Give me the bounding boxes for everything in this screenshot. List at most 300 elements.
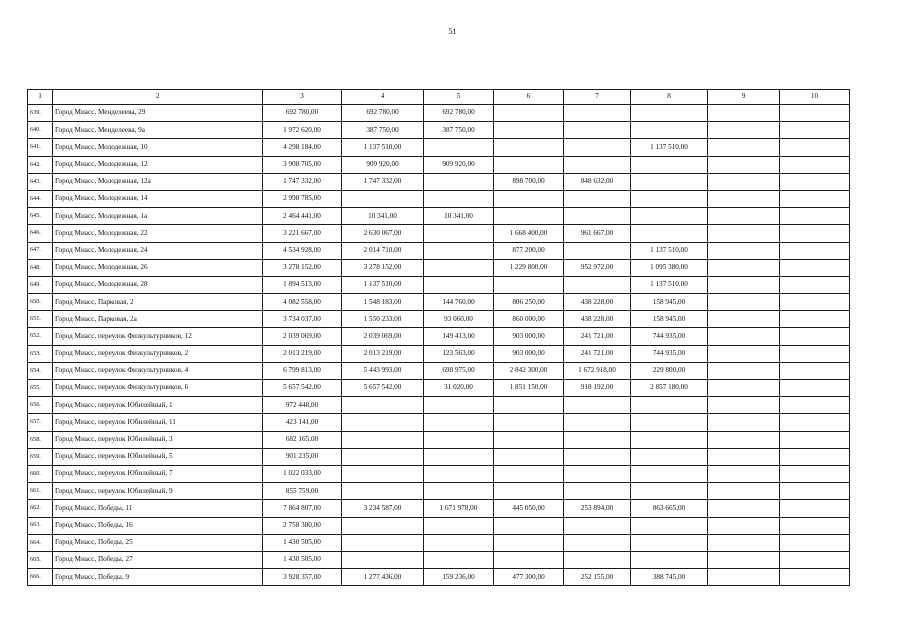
value-cell bbox=[780, 551, 850, 568]
address-cell: Город Миасс, Парковая, 2а bbox=[53, 311, 263, 328]
row-number-cell: 655. bbox=[28, 380, 53, 397]
value-cell: 1 137 510,00 bbox=[342, 276, 424, 293]
value-cell: 806 250,00 bbox=[494, 294, 564, 311]
value-cell: 388 745,00 bbox=[631, 569, 708, 586]
value-cell bbox=[424, 414, 494, 431]
value-cell: 5 657 542,00 bbox=[342, 380, 424, 397]
value-cell bbox=[564, 276, 631, 293]
value-cell: 477 300,00 bbox=[494, 569, 564, 586]
value-cell bbox=[424, 259, 494, 276]
value-cell bbox=[631, 414, 708, 431]
row-number-cell: 639. bbox=[28, 105, 53, 122]
value-cell: 855 759,00 bbox=[263, 483, 342, 500]
value-cell: 241 721,00 bbox=[564, 345, 631, 362]
value-cell: 909 920,00 bbox=[342, 156, 424, 173]
row-number-cell: 661. bbox=[28, 483, 53, 500]
row-number-cell: 653. bbox=[28, 345, 53, 362]
table-row bbox=[28, 294, 850, 311]
table-row bbox=[28, 156, 850, 173]
row-number-cell: 659. bbox=[28, 448, 53, 465]
row-number-cell: 647. bbox=[28, 242, 53, 259]
value-cell: 3 221 667,00 bbox=[263, 225, 342, 242]
address-cell: Город Миасс, Молодежная, 10 bbox=[53, 139, 263, 156]
value-cell bbox=[424, 551, 494, 568]
row-number-cell: 666. bbox=[28, 569, 53, 586]
value-cell: 438 228,00 bbox=[564, 311, 631, 328]
address-cell: Город Миасс, переулок Юбилейный, 1 bbox=[53, 397, 263, 414]
value-cell bbox=[708, 397, 780, 414]
value-cell bbox=[424, 173, 494, 190]
value-cell bbox=[780, 328, 850, 345]
value-cell: 149 413,00 bbox=[424, 328, 494, 345]
value-cell bbox=[494, 397, 564, 414]
address-cell: Город Миасс, Молодежная, 14 bbox=[53, 190, 263, 207]
value-cell bbox=[342, 190, 424, 207]
value-cell bbox=[564, 105, 631, 122]
value-cell: 4 298 184,00 bbox=[263, 139, 342, 156]
value-cell bbox=[780, 500, 850, 517]
value-cell bbox=[708, 242, 780, 259]
value-cell bbox=[564, 551, 631, 568]
value-cell bbox=[708, 328, 780, 345]
value-cell bbox=[494, 156, 564, 173]
value-cell: 692 780,00 bbox=[263, 105, 342, 122]
row-number-cell: 657. bbox=[28, 414, 53, 431]
value-cell: 241 721,00 bbox=[564, 328, 631, 345]
value-cell: 909 920,00 bbox=[424, 156, 494, 173]
value-cell bbox=[780, 483, 850, 500]
value-cell bbox=[342, 517, 424, 534]
value-cell bbox=[424, 448, 494, 465]
column-header: 5 bbox=[424, 90, 494, 105]
value-cell bbox=[708, 139, 780, 156]
value-cell bbox=[631, 397, 708, 414]
value-cell bbox=[631, 190, 708, 207]
table-row bbox=[28, 534, 850, 551]
value-cell bbox=[780, 259, 850, 276]
value-cell bbox=[780, 345, 850, 362]
value-cell bbox=[631, 448, 708, 465]
column-header: 6 bbox=[494, 90, 564, 105]
value-cell: 961 667,00 bbox=[564, 225, 631, 242]
address-cell: Город Миасс, переулок Юбилейный, 5 bbox=[53, 448, 263, 465]
value-cell bbox=[708, 225, 780, 242]
value-cell: 744 935,00 bbox=[631, 328, 708, 345]
value-cell: 7 864 807,00 bbox=[263, 500, 342, 517]
value-cell bbox=[564, 208, 631, 225]
value-cell: 2 630 067,00 bbox=[342, 225, 424, 242]
table-row bbox=[28, 276, 850, 293]
row-number-cell: 649. bbox=[28, 276, 53, 293]
page-number: 51 bbox=[448, 27, 457, 36]
value-cell: 445 050,00 bbox=[494, 500, 564, 517]
column-header: 3 bbox=[263, 90, 342, 105]
value-cell bbox=[780, 414, 850, 431]
value-cell bbox=[708, 465, 780, 482]
address-cell: Город Миасс, Победы, 11 bbox=[53, 500, 263, 517]
value-cell bbox=[708, 190, 780, 207]
table-row bbox=[28, 259, 850, 276]
address-cell: Город Миасс, Менделеева, 29 bbox=[53, 105, 263, 122]
value-cell: 2 014 710,00 bbox=[342, 242, 424, 259]
value-cell bbox=[780, 431, 850, 448]
row-number-cell: 656. bbox=[28, 397, 53, 414]
value-cell: 698 975,00 bbox=[424, 362, 494, 379]
value-cell: 10 341,00 bbox=[424, 208, 494, 225]
address-cell: Город Миасс, переулок Физкультурников, 2 bbox=[53, 345, 263, 362]
value-cell: 2 842 300,00 bbox=[494, 362, 564, 379]
row-number-cell: 640. bbox=[28, 122, 53, 139]
value-cell: 1 747 332,00 bbox=[342, 173, 424, 190]
value-cell bbox=[494, 517, 564, 534]
row-number-cell: 641. bbox=[28, 139, 53, 156]
value-cell bbox=[780, 156, 850, 173]
table-row bbox=[28, 328, 850, 345]
value-cell: 3 908 705,00 bbox=[263, 156, 342, 173]
value-cell bbox=[342, 534, 424, 551]
row-number-cell: 648. bbox=[28, 259, 53, 276]
value-cell bbox=[780, 225, 850, 242]
value-cell: 1 550 233,00 bbox=[342, 311, 424, 328]
value-cell: 2 039 069,00 bbox=[342, 328, 424, 345]
value-cell: 93 060,00 bbox=[424, 311, 494, 328]
value-cell: 1 851 150,00 bbox=[494, 380, 564, 397]
value-cell bbox=[494, 122, 564, 139]
row-number-cell: 665. bbox=[28, 551, 53, 568]
value-cell bbox=[564, 517, 631, 534]
value-cell: 918 192,00 bbox=[564, 380, 631, 397]
table-row bbox=[28, 483, 850, 500]
value-cell: 898 700,00 bbox=[494, 173, 564, 190]
row-number-cell: 664. bbox=[28, 534, 53, 551]
value-cell: 2 013 219,00 bbox=[263, 345, 342, 362]
value-cell: 682 165,00 bbox=[263, 431, 342, 448]
value-cell bbox=[780, 380, 850, 397]
column-header: 4 bbox=[342, 90, 424, 105]
row-number-cell: 660. bbox=[28, 465, 53, 482]
value-cell: 3 734 037,00 bbox=[263, 311, 342, 328]
value-cell bbox=[780, 242, 850, 259]
value-cell bbox=[494, 414, 564, 431]
value-cell bbox=[424, 190, 494, 207]
address-cell: Город Миасс, переулок Физкультурников, 6 bbox=[53, 380, 263, 397]
value-cell bbox=[564, 397, 631, 414]
value-cell: 692 780,00 bbox=[342, 105, 424, 122]
value-cell bbox=[494, 465, 564, 482]
value-cell: 1 972 620,00 bbox=[263, 122, 342, 139]
value-cell bbox=[631, 173, 708, 190]
table-row bbox=[28, 465, 850, 482]
value-cell: 423 141,00 bbox=[263, 414, 342, 431]
table-row bbox=[28, 448, 850, 465]
row-number-cell: 645. bbox=[28, 208, 53, 225]
value-cell bbox=[708, 259, 780, 276]
value-cell bbox=[708, 483, 780, 500]
address-cell: Город Миасс, Молодежная, 12 bbox=[53, 156, 263, 173]
value-cell bbox=[631, 122, 708, 139]
value-cell bbox=[342, 448, 424, 465]
table-row bbox=[28, 517, 850, 534]
value-cell bbox=[631, 534, 708, 551]
table-row bbox=[28, 139, 850, 156]
value-cell bbox=[780, 122, 850, 139]
value-cell: 1 671 978,00 bbox=[424, 500, 494, 517]
value-cell: 1 430 505,00 bbox=[263, 551, 342, 568]
value-cell bbox=[342, 431, 424, 448]
value-cell: 2 013 219,00 bbox=[342, 345, 424, 362]
table-row bbox=[28, 225, 850, 242]
address-cell: Город Миасс, переулок Юбилейный, 3 bbox=[53, 431, 263, 448]
value-cell bbox=[631, 431, 708, 448]
value-cell: 252 155,00 bbox=[564, 569, 631, 586]
row-number-cell: 651. bbox=[28, 311, 53, 328]
value-cell bbox=[564, 534, 631, 551]
address-cell: Город Миасс, Молодежная, 28 bbox=[53, 276, 263, 293]
row-number-cell: 650. bbox=[28, 294, 53, 311]
value-cell bbox=[564, 190, 631, 207]
value-cell bbox=[780, 517, 850, 534]
value-cell: 2 998 785,00 bbox=[263, 190, 342, 207]
value-cell: 1 548 183,00 bbox=[342, 294, 424, 311]
value-cell: 877 200,00 bbox=[494, 242, 564, 259]
value-cell: 952 972,00 bbox=[564, 259, 631, 276]
column-header: 2 bbox=[53, 90, 263, 105]
value-cell bbox=[424, 139, 494, 156]
value-cell bbox=[631, 105, 708, 122]
value-cell bbox=[494, 190, 564, 207]
value-cell bbox=[631, 483, 708, 500]
value-cell bbox=[424, 465, 494, 482]
value-cell bbox=[708, 294, 780, 311]
value-cell bbox=[564, 139, 631, 156]
address-cell: Город Миасс, Победы, 25 bbox=[53, 534, 263, 551]
value-cell: 3 278 152,00 bbox=[263, 259, 342, 276]
value-cell bbox=[780, 276, 850, 293]
value-cell bbox=[780, 311, 850, 328]
value-cell bbox=[708, 345, 780, 362]
table-row bbox=[28, 190, 850, 207]
value-cell bbox=[342, 551, 424, 568]
value-cell bbox=[494, 551, 564, 568]
table-row bbox=[28, 414, 850, 431]
table-row bbox=[28, 500, 850, 517]
value-cell: 1 277 436,00 bbox=[342, 569, 424, 586]
value-cell bbox=[780, 465, 850, 482]
value-cell bbox=[342, 397, 424, 414]
value-cell bbox=[780, 294, 850, 311]
row-number-cell: 644. bbox=[28, 190, 53, 207]
table-row bbox=[28, 345, 850, 362]
value-cell bbox=[780, 173, 850, 190]
value-cell bbox=[494, 431, 564, 448]
value-cell: 1 430 505,00 bbox=[263, 534, 342, 551]
value-cell: 692 780,00 bbox=[424, 105, 494, 122]
value-cell: 6 799 813,00 bbox=[263, 362, 342, 379]
value-cell bbox=[631, 156, 708, 173]
table-row bbox=[28, 242, 850, 259]
value-cell: 863 665,00 bbox=[631, 500, 708, 517]
value-cell: 848 632,00 bbox=[564, 173, 631, 190]
value-cell: 3 278 152,00 bbox=[342, 259, 424, 276]
value-cell: 1 747 332,00 bbox=[263, 173, 342, 190]
table-row bbox=[28, 208, 850, 225]
table-row bbox=[28, 173, 850, 190]
value-cell bbox=[424, 225, 494, 242]
value-cell: 1 022 033,00 bbox=[263, 465, 342, 482]
value-cell: 1 137 510,00 bbox=[631, 139, 708, 156]
value-cell: 1 229 800,00 bbox=[494, 259, 564, 276]
value-cell: 1 095 380,00 bbox=[631, 259, 708, 276]
address-cell: Город Миасс, Молодежная, 26 bbox=[53, 259, 263, 276]
value-cell: 1 672 918,00 bbox=[564, 362, 631, 379]
value-cell bbox=[708, 431, 780, 448]
table-header-row bbox=[28, 90, 850, 105]
value-cell bbox=[631, 208, 708, 225]
value-cell bbox=[564, 465, 631, 482]
value-cell: 5 657 542,00 bbox=[263, 380, 342, 397]
table-row bbox=[28, 431, 850, 448]
table-row bbox=[28, 569, 850, 586]
value-cell: 744 935,00 bbox=[631, 345, 708, 362]
value-cell: 4 534 928,00 bbox=[263, 242, 342, 259]
value-cell bbox=[708, 156, 780, 173]
value-cell bbox=[631, 225, 708, 242]
value-cell bbox=[424, 517, 494, 534]
value-cell bbox=[708, 276, 780, 293]
table-row bbox=[28, 311, 850, 328]
value-cell bbox=[424, 534, 494, 551]
value-cell bbox=[424, 242, 494, 259]
value-cell bbox=[631, 465, 708, 482]
value-cell bbox=[780, 362, 850, 379]
table-row bbox=[28, 105, 850, 122]
column-header: 1 bbox=[28, 90, 53, 105]
value-cell bbox=[780, 105, 850, 122]
value-cell bbox=[708, 534, 780, 551]
table-row bbox=[28, 122, 850, 139]
address-cell: Город Миасс, Менделеева, 9а bbox=[53, 122, 263, 139]
value-cell bbox=[708, 569, 780, 586]
value-cell bbox=[494, 534, 564, 551]
value-cell: 159 236,00 bbox=[424, 569, 494, 586]
value-cell bbox=[780, 139, 850, 156]
value-cell bbox=[708, 500, 780, 517]
row-number-cell: 652. bbox=[28, 328, 53, 345]
value-cell bbox=[494, 448, 564, 465]
value-cell: 903 000,00 bbox=[494, 328, 564, 345]
column-header: 8 bbox=[631, 90, 708, 105]
value-cell bbox=[708, 448, 780, 465]
value-cell: 5 443 993,00 bbox=[342, 362, 424, 379]
value-cell: 387 750,00 bbox=[342, 122, 424, 139]
value-cell: 123 563,00 bbox=[424, 345, 494, 362]
value-cell: 903 000,00 bbox=[494, 345, 564, 362]
value-cell: 3 234 587,00 bbox=[342, 500, 424, 517]
value-cell bbox=[708, 122, 780, 139]
value-cell bbox=[780, 448, 850, 465]
value-cell: 1 137 510,00 bbox=[631, 276, 708, 293]
value-cell: 158 945,00 bbox=[631, 311, 708, 328]
value-cell: 1 137 510,00 bbox=[631, 242, 708, 259]
value-cell bbox=[631, 551, 708, 568]
value-cell bbox=[342, 483, 424, 500]
address-cell: Город Миасс, Молодежная, 22 bbox=[53, 225, 263, 242]
table-row bbox=[28, 380, 850, 397]
value-cell bbox=[780, 190, 850, 207]
value-cell bbox=[780, 569, 850, 586]
value-cell bbox=[708, 414, 780, 431]
value-cell: 901 235,00 bbox=[263, 448, 342, 465]
value-cell bbox=[494, 139, 564, 156]
value-cell: 144 760,00 bbox=[424, 294, 494, 311]
value-cell bbox=[708, 362, 780, 379]
value-cell bbox=[564, 156, 631, 173]
table-row bbox=[28, 551, 850, 568]
value-cell: 31 020,00 bbox=[424, 380, 494, 397]
value-cell bbox=[424, 397, 494, 414]
value-cell: 2 857 180,00 bbox=[631, 380, 708, 397]
table-row bbox=[28, 397, 850, 414]
column-header: 9 bbox=[708, 90, 780, 105]
column-header: 10 bbox=[780, 90, 850, 105]
address-cell: Город Миасс, Победы, 27 bbox=[53, 551, 263, 568]
row-number-cell: 654. bbox=[28, 362, 53, 379]
value-cell: 2 464 441,00 bbox=[263, 208, 342, 225]
address-cell: Город Миасс, переулок Физкультурников, 4 bbox=[53, 362, 263, 379]
value-cell bbox=[780, 534, 850, 551]
row-number-cell: 662. bbox=[28, 500, 53, 517]
address-cell: Город Миасс, переулок Юбилейный, 11 bbox=[53, 414, 263, 431]
value-cell bbox=[631, 517, 708, 534]
value-cell: 229 800,00 bbox=[631, 362, 708, 379]
value-cell bbox=[494, 483, 564, 500]
value-cell bbox=[564, 483, 631, 500]
address-cell: Город Миасс, переулок Юбилейный, 7 bbox=[53, 465, 263, 482]
address-cell: Город Миасс, Победы, 16 bbox=[53, 517, 263, 534]
address-cell: Город Миасс, переулок Физкультурников, 12 bbox=[53, 328, 263, 345]
value-cell bbox=[494, 105, 564, 122]
value-cell: 438 228,00 bbox=[564, 294, 631, 311]
value-cell: 2 039 069,00 bbox=[263, 328, 342, 345]
value-cell bbox=[708, 173, 780, 190]
row-number-cell: 646. bbox=[28, 225, 53, 242]
row-number-cell: 663. bbox=[28, 517, 53, 534]
value-cell: 253 894,00 bbox=[564, 500, 631, 517]
value-cell bbox=[708, 105, 780, 122]
value-cell bbox=[708, 380, 780, 397]
data-table bbox=[27, 89, 850, 586]
value-cell: 158 945,00 bbox=[631, 294, 708, 311]
value-cell bbox=[564, 414, 631, 431]
address-cell: Город Миасс, переулок Юбилейный, 9 bbox=[53, 483, 263, 500]
row-number-cell: 642. bbox=[28, 156, 53, 173]
row-number-cell: 658. bbox=[28, 431, 53, 448]
row-number-cell: 643. bbox=[28, 173, 53, 190]
value-cell bbox=[564, 242, 631, 259]
value-cell bbox=[708, 551, 780, 568]
value-cell bbox=[424, 483, 494, 500]
value-cell bbox=[424, 431, 494, 448]
value-cell: 10 341,00 bbox=[342, 208, 424, 225]
table-row bbox=[28, 362, 850, 379]
address-cell: Город Миасс, Молодежная, 12а bbox=[53, 173, 263, 190]
value-cell: 1 137 510,00 bbox=[342, 139, 424, 156]
value-cell bbox=[564, 122, 631, 139]
address-cell: Город Миасс, Молодежная, 24 bbox=[53, 242, 263, 259]
value-cell: 4 082 558,00 bbox=[263, 294, 342, 311]
value-cell: 1 894 513,00 bbox=[263, 276, 342, 293]
value-cell bbox=[708, 517, 780, 534]
